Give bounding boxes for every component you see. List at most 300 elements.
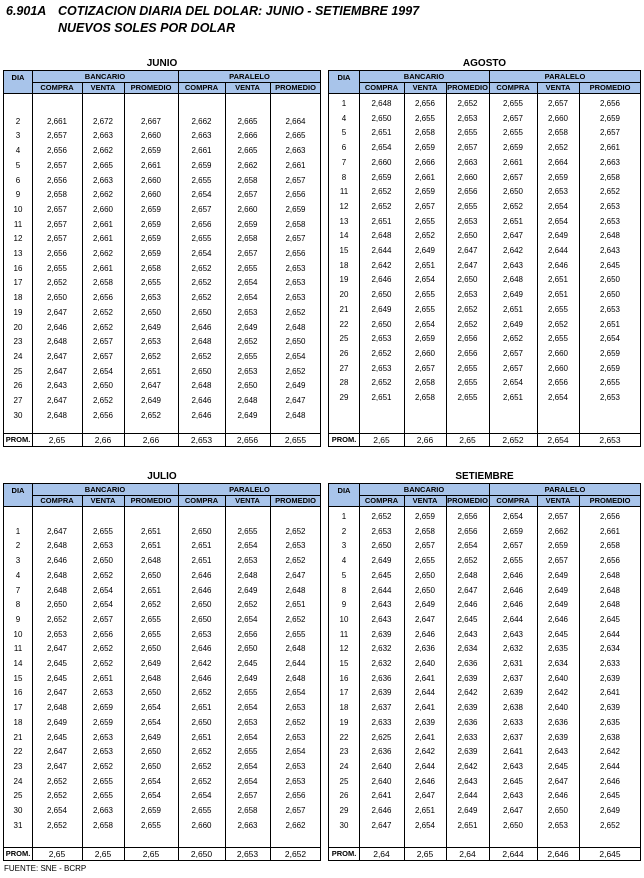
day-cell: 12 [13,234,23,244]
table-row [4,525,320,540]
value-cell: 2,641 [371,791,392,801]
value-cell: 2,644 [599,761,621,771]
value-cell: 2,659 [140,234,162,244]
value-cell: 2,649 [140,659,162,668]
table-row [4,628,320,643]
value-cell: 2,652 [285,366,306,376]
value-cell: 2,653 [371,526,392,536]
table-row [329,376,640,391]
value-cell: 2,655 [414,290,436,300]
value-cell: 2,642 [371,260,392,270]
value-cell: 2,650 [599,275,621,285]
value-cell: 2,655 [191,806,212,815]
value-cell: 2,640 [414,659,436,668]
value-cell: 2,637 [502,732,524,742]
value-cell: 2,654 [140,776,162,786]
value-cell: 2,651 [457,820,478,830]
value-cell: 2,658 [92,278,114,288]
value-cell: 2,662 [191,116,212,126]
source-footer: FUENTE: SNE - BCRP [4,864,87,873]
value-cell: 2,649 [237,322,258,332]
value-cell: 2,659 [414,143,436,153]
table-row [329,539,640,554]
value-cell: 2,672 [92,116,114,126]
day-cell: 30 [339,820,349,830]
value-cell: 2,659 [92,717,114,727]
value-cell: 2,657 [502,541,524,551]
table-row [329,112,640,127]
value-cell: 2,653 [191,629,212,639]
day-cell: 18 [13,293,23,303]
value-cell: 2,651 [371,216,392,226]
prom-value: 2,64 [459,849,476,859]
prom-label: PROM. [5,849,31,858]
value-cell: 2,650 [46,293,68,303]
value-cell: 2,652 [191,263,212,273]
value-cell: 2,643 [371,614,392,624]
value-cell: 2,655 [140,629,162,639]
header-compra: COMPRA [496,83,530,92]
table-row [329,789,640,804]
value-cell: 2,657 [237,791,258,801]
value-cell: 2,657 [92,337,114,347]
value-cell: 2,654 [92,366,114,376]
table-row [4,569,320,584]
table-header [4,484,320,507]
value-cell: 2,659 [502,526,524,536]
value-cell: 2,654 [191,249,212,258]
value-cell: 2,652 [46,820,68,830]
day-cell: 16 [13,263,23,273]
day-cell: 13 [13,249,23,258]
value-cell: 2,648 [140,673,162,683]
day-cell: 1 [341,99,347,108]
value-cell: 2,642 [502,246,524,255]
value-cell: 2,654 [140,791,162,801]
value-cell: 2,652 [237,600,258,610]
value-cell: 2,649 [371,556,392,566]
value-cell: 2,638 [599,732,621,742]
value-cell: 2,654 [92,585,114,595]
value-cell: 2,647 [285,570,306,580]
value-cell: 2,663 [285,146,306,156]
day-cell: 27 [339,363,349,373]
value-cell: 2,636 [457,717,478,727]
value-cell: 2,658 [237,175,258,185]
value-cell: 2,647 [414,614,436,624]
title-sub: NUEVOS SOLES POR DOLAR [58,21,236,35]
header-venta: VENTA [412,83,438,92]
value-cell: 2,656 [92,293,114,303]
day-cell: 22 [13,747,23,757]
day-cell: 1 [15,526,21,536]
table-row [329,185,640,200]
value-cell: 2,643 [502,791,524,801]
value-cell: 2,660 [414,348,436,358]
value-cell: 2,642 [599,747,621,757]
table-row [329,200,640,215]
value-cell: 2,641 [414,703,436,713]
day-cell: 16 [339,673,349,683]
value-cell: 2,647 [46,747,68,757]
value-cell: 2,657 [191,204,212,214]
value-cell: 2,652 [285,526,306,536]
value-cell: 2,657 [285,806,306,815]
value-cell: 2,642 [457,688,478,698]
value-cell: 2,651 [140,366,162,376]
value-cell: 2,648 [599,570,621,580]
prom-value: 2,650 [190,849,213,859]
value-cell: 2,651 [191,703,212,713]
value-cell: 2,654 [140,703,162,713]
value-cell: 2,651 [502,216,524,226]
value-cell: 2,646 [599,776,621,786]
value-cell: 2,657 [414,363,436,373]
value-cell: 2,651 [191,732,212,742]
value-cell: 2,646 [502,585,524,595]
value-cell: 2,647 [457,246,478,255]
value-cell: 2,650 [371,541,392,551]
value-cell: 2,651 [414,260,436,270]
header-dia: DIA [337,485,351,495]
value-cell: 2,648 [502,275,524,285]
day-cell: 9 [15,190,21,200]
value-cell: 2,649 [502,319,524,329]
value-cell: 2,640 [371,776,392,786]
header-compra: COMPRA [184,496,219,505]
value-cell: 2,648 [46,337,68,347]
value-cell: 2,652 [191,761,212,771]
value-cell: 2,633 [457,732,478,742]
value-cell: 2,650 [46,600,68,610]
table-row [4,789,320,804]
header-bancario: BANCARIO [403,485,445,494]
value-cell: 2,652 [502,334,524,344]
value-cell: 2,640 [547,703,569,713]
value-cell: 2,654 [191,791,212,801]
value-cell: 2,653 [285,776,306,786]
value-cell: 2,631 [502,659,524,668]
value-cell: 2,654 [457,541,478,551]
value-cell: 2,649 [140,322,162,332]
header-compra: COMPRA [364,496,399,505]
value-cell: 2,652 [92,659,114,668]
value-cell: 2,655 [414,113,436,123]
prom-value: 2,654 [547,435,569,445]
value-cell: 2,652 [371,378,392,388]
value-cell: 2,648 [599,600,621,610]
value-cell: 2,640 [371,761,392,771]
day-cell: 22 [339,319,349,329]
value-cell: 2,641 [502,747,524,757]
table-row [329,510,640,525]
value-cell: 2,653 [237,366,258,376]
header-promedio: PROMEDIO [275,83,316,92]
value-cell: 2,659 [599,363,621,373]
value-cell: 2,660 [140,175,162,185]
value-cell: 2,660 [140,131,162,141]
value-cell: 2,646 [371,275,392,285]
prom-value: 2,65 [142,849,160,859]
value-cell: 2,647 [502,231,524,241]
value-cell: 2,654 [371,143,392,153]
value-cell: 2,647 [414,791,436,801]
value-cell: 2,651 [140,585,162,595]
day-cell: 15 [13,673,23,683]
day-cell: 30 [13,410,23,420]
value-cell: 2,660 [237,204,258,214]
prom-label: PROM. [5,435,31,444]
table-row [4,701,320,716]
value-cell: 2,655 [237,526,258,536]
value-cell: 2,648 [46,541,68,551]
value-cell: 2,652 [371,512,392,521]
value-cell: 2,657 [285,175,306,185]
value-cell: 2,663 [92,131,114,141]
value-cell: 2,646 [191,410,212,420]
table-row [4,276,320,291]
value-cell: 2,653 [46,629,68,639]
value-cell: 2,662 [92,249,114,258]
value-cell: 2,646 [191,644,212,654]
prom-value: 2,652 [284,849,307,859]
value-cell: 2,659 [599,348,621,358]
prom-row [329,847,640,860]
value-cell: 2,656 [92,629,114,639]
value-cell: 2,656 [285,249,306,258]
day-cell: 8 [341,585,347,595]
value-cell: 2,650 [191,614,212,624]
value-cell: 2,644 [414,761,436,771]
table-row [4,613,320,628]
value-cell: 2,655 [92,526,114,536]
value-cell: 2,643 [371,600,392,610]
prom-value: 2,652 [502,435,524,445]
value-cell: 2,661 [502,157,524,167]
header-compra: COMPRA [184,83,219,92]
table-row [4,510,320,525]
value-cell: 2,650 [547,806,569,815]
table-row [329,318,640,333]
value-cell: 2,652 [547,143,569,153]
table-row [4,379,320,394]
prom-value: 2,66 [416,435,434,445]
value-cell: 2,649 [237,673,258,683]
value-cell: 2,655 [140,614,162,624]
value-cell: 2,659 [599,113,621,123]
value-cell: 2,650 [237,381,258,391]
value-cell: 2,653 [285,293,306,303]
value-cell: 2,656 [599,512,621,521]
value-cell: 2,648 [285,644,306,654]
day-cell: 7 [15,585,21,595]
value-cell: 2,650 [414,585,436,595]
value-cell: 2,637 [502,673,524,683]
value-cell: 2,657 [547,99,569,108]
value-cell: 2,655 [457,393,478,402]
value-cell: 2,657 [46,160,68,170]
value-cell: 2,658 [414,378,436,388]
header-dia: DIA [11,72,25,82]
value-cell: 2,655 [599,378,621,388]
value-cell: 2,657 [46,204,68,214]
value-cell: 2,653 [285,541,306,551]
value-cell: 2,660 [92,204,114,214]
value-cell: 2,647 [457,260,478,270]
value-cell: 2,633 [502,717,524,727]
value-cell: 2,657 [599,128,621,138]
value-cell: 2,653 [457,216,478,226]
table-row [329,171,640,186]
value-cell: 2,648 [191,337,212,347]
value-cell: 2,653 [92,732,114,742]
table-row [4,819,320,834]
day-cell: 25 [13,366,23,376]
value-cell: 2,639 [457,703,478,713]
day-cell: 18 [339,260,349,270]
table-row [4,159,320,174]
day-cell: 27 [13,396,23,405]
value-cell: 2,654 [414,275,436,285]
table-row [329,554,640,569]
value-cell: 2,655 [502,99,524,108]
day-cell: 24 [339,761,349,771]
table-row [329,273,640,288]
value-cell: 2,651 [414,806,436,815]
value-cell: 2,649 [547,600,569,610]
value-cell: 2,654 [502,378,524,388]
value-cell: 2,654 [547,393,569,402]
day-cell: 20 [339,290,349,300]
value-cell: 2,647 [457,585,478,595]
day-cell: 1 [341,512,347,521]
value-cell: 2,639 [599,673,621,683]
value-cell: 2,654 [237,732,258,742]
value-cell: 2,648 [285,673,306,683]
table-row [329,745,640,760]
value-cell: 2,654 [414,319,436,329]
value-cell: 2,658 [140,263,162,273]
value-cell: 2,651 [371,128,392,138]
table-row [329,701,640,716]
prom-value: 2,65 [459,435,476,445]
value-cell: 2,639 [371,688,392,698]
value-cell: 2,652 [191,293,212,303]
table-row [4,716,320,731]
prom-value: 2,65 [94,849,112,859]
value-cell: 2,653 [92,688,114,698]
value-cell: 2,645 [46,659,68,668]
value-cell: 2,650 [371,113,392,123]
value-cell: 2,644 [285,659,306,668]
value-cell: 2,640 [547,673,569,683]
table-row [329,362,640,377]
value-cell: 2,654 [237,541,258,551]
value-cell: 2,648 [237,396,258,405]
table-row [4,203,320,218]
value-cell: 2,650 [371,319,392,329]
value-cell: 2,661 [599,526,621,536]
value-cell: 2,657 [237,249,258,258]
table-row [329,259,640,274]
value-cell: 2,648 [46,703,68,713]
value-cell: 2,655 [191,234,212,244]
value-cell: 2,658 [414,526,436,536]
value-cell: 2,650 [191,600,212,610]
table-row [329,775,640,790]
header-venta: VENTA [545,83,571,92]
value-cell: 2,649 [140,396,162,405]
value-cell: 2,646 [191,396,212,405]
value-cell: 2,633 [371,717,392,727]
value-cell: 2,650 [502,187,524,197]
value-cell: 2,662 [237,160,258,170]
table-row [4,760,320,775]
value-cell: 2,643 [502,761,524,771]
day-cell: 15 [339,246,349,255]
value-cell: 2,639 [547,732,569,742]
day-cell: 17 [13,278,23,288]
value-cell: 2,654 [237,703,258,713]
value-cell: 2,654 [547,216,569,226]
value-cell: 2,647 [46,644,68,654]
value-cell: 2,639 [599,703,621,713]
day-cell: 2 [15,541,21,551]
value-cell: 2,647 [140,381,162,391]
value-cell: 2,643 [547,747,569,757]
prom-value: 2,65 [373,435,390,445]
value-cell: 2,639 [457,673,478,683]
value-cell: 2,656 [46,146,68,156]
value-cell: 2,650 [191,366,212,376]
value-cell: 2,634 [457,644,478,654]
value-cell: 2,653 [285,761,306,771]
header-promedio: PROMEDIO [130,496,172,505]
value-cell: 2,638 [502,703,524,713]
value-cell: 2,660 [547,363,569,373]
value-cell: 2,654 [237,278,258,288]
value-cell: 2,655 [414,556,436,566]
prom-value: 2,656 [236,435,259,445]
value-cell: 2,648 [191,381,212,391]
table-header [329,484,640,507]
header-promedio: PROMEDIO [447,83,488,92]
value-cell: 2,651 [599,319,621,329]
table-row [329,391,640,406]
value-cell: 2,650 [140,747,162,757]
table-row [4,188,320,203]
header-promedio: PROMEDIO [130,83,172,92]
value-cell: 2,652 [92,396,114,405]
value-cell: 2,649 [457,806,478,815]
table-row [4,409,320,424]
value-cell: 2,646 [547,260,569,270]
day-cell: 5 [341,128,347,138]
value-cell: 2,645 [599,260,621,270]
value-cell: 2,653 [285,732,306,742]
value-cell: 2,657 [547,512,569,521]
value-cell: 2,658 [599,541,621,551]
table-row [329,141,640,156]
value-cell: 2,654 [285,747,306,757]
value-cell: 2,652 [457,99,478,108]
value-cell: 2,639 [371,629,392,639]
value-cell: 2,655 [140,278,162,288]
value-cell: 2,652 [371,201,392,211]
table-row [4,306,320,321]
day-cell: 19 [339,717,349,727]
value-cell: 2,650 [92,381,114,391]
